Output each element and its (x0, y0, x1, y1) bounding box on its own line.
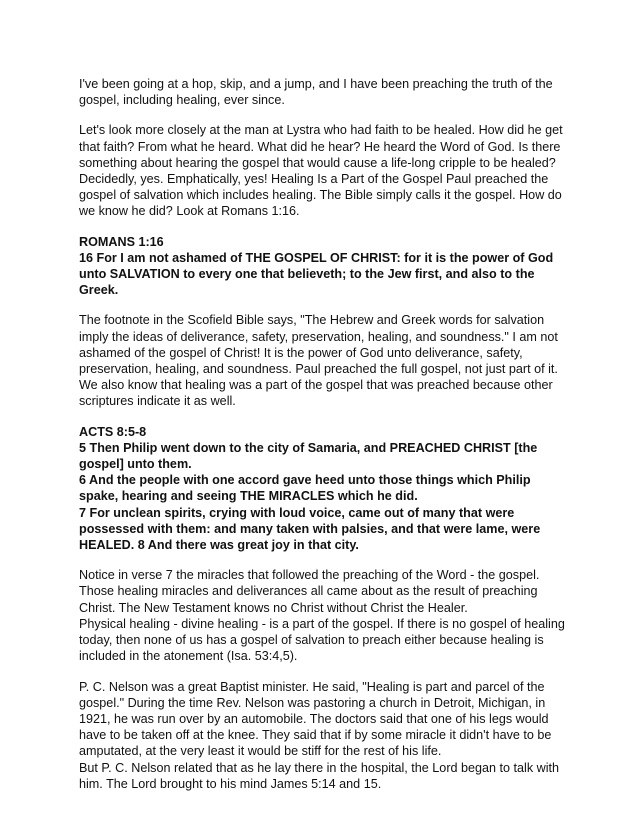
scripture-reference: ACTS 8:5-8 (79, 424, 147, 439)
document-page (79, 76, 569, 806)
scripture-acts (79, 424, 569, 554)
paragraph-nelson (79, 679, 569, 792)
scripture-verse: 5 Then Philip went down to the city of Samaria, and PREACHED CHRIST [the gospel] unto them. (79, 440, 538, 472)
scripture-romans (79, 234, 569, 299)
paragraph-line: P. C. Nelson was a great Baptist minister. He said, "Healing is part and parcel of the gospel." During the time Rev. Nelson was pastoring a church in Detroit, Michigan, in 1921, he was run over by an automobile. The doctors said that one of his legs would have to be taken off at the knee. They said that if by some miracle it didn't have to be amputated, at the very least it would be stiff for the rest of his life. (79, 679, 552, 759)
paragraph-miracles (79, 567, 569, 664)
scripture-verse: 16 For I am not ashamed of THE GOSPEL OF CHRIST: for it is the power of God unto SALVATION to every one that believeth; to the Jew first, and also to the Greek. (79, 250, 554, 298)
paragraph-line: Notice in verse 7 the miracles that followed the preaching of the Word - the gospel. Those healing miracles and deliverances all came about as the result of preaching Christ. The New Testament knows no Christ without Christ the Healer. (79, 568, 540, 615)
scripture-verse: 6 And the people with one accord gave heed unto those things which Philip spake, hearing and seeing THE MIRACLES which he did. (79, 473, 531, 504)
paragraph-line: But P. C. Nelson related that as he lay there in the hospital, the Lord began to talk with him. The Lord brought to his mind James 5:14 and 15. (79, 760, 560, 791)
paragraph-scofield: The footnote in the Scofield Bible says, "The Hebrew and Greek words for salvation imply the ideas of deliverance, safety, preservation, healing, and soundness." I am not ashamed of the gospel of Christ! It is the power of God unto deliverance, safety, preservation, healing, and soundness. Paul preached the full gospel, not just part of it. We also know that healing was a part of the gospel that was preached because other scriptures indicate it as well. (79, 313, 558, 409)
scripture-verse: 7 For unclean spirits, crying with loud voice, came out of many that were possessed with them: and many taken with palsies, and that were lame, were HEALED. 8 And there was great joy in that city. (79, 505, 541, 553)
paragraph-lystra: Let's look more closely at the man at Lystra who had faith to be healed. How did he get that faith? From what he heard. What did he hear? He heard the Word of God. Is there something about hearing the gospel that would cause a life-long cripple to be healed? Decidedly, yes. Emphatically, yes! Healing Is a Part of the Gospel Paul preached the gospel of salvation which includes healing. The Bible simply calls it the gospel. How do we know he did? Look at Romans 1:16. (79, 123, 563, 219)
paragraph-intro: I've been going at a hop, skip, and a jump, and I have been preaching the truth of the gospel, including healing, ever since. (79, 77, 553, 108)
paragraph-line: Physical healing - divine healing - is a part of the gospel. If there is no gospel of healing today, then none of us has a gospel of salvation to preach either because healing is included in the atonement (Isa. 53:4,5). (79, 616, 565, 664)
scripture-reference: ROMANS 1:16 (79, 234, 164, 249)
